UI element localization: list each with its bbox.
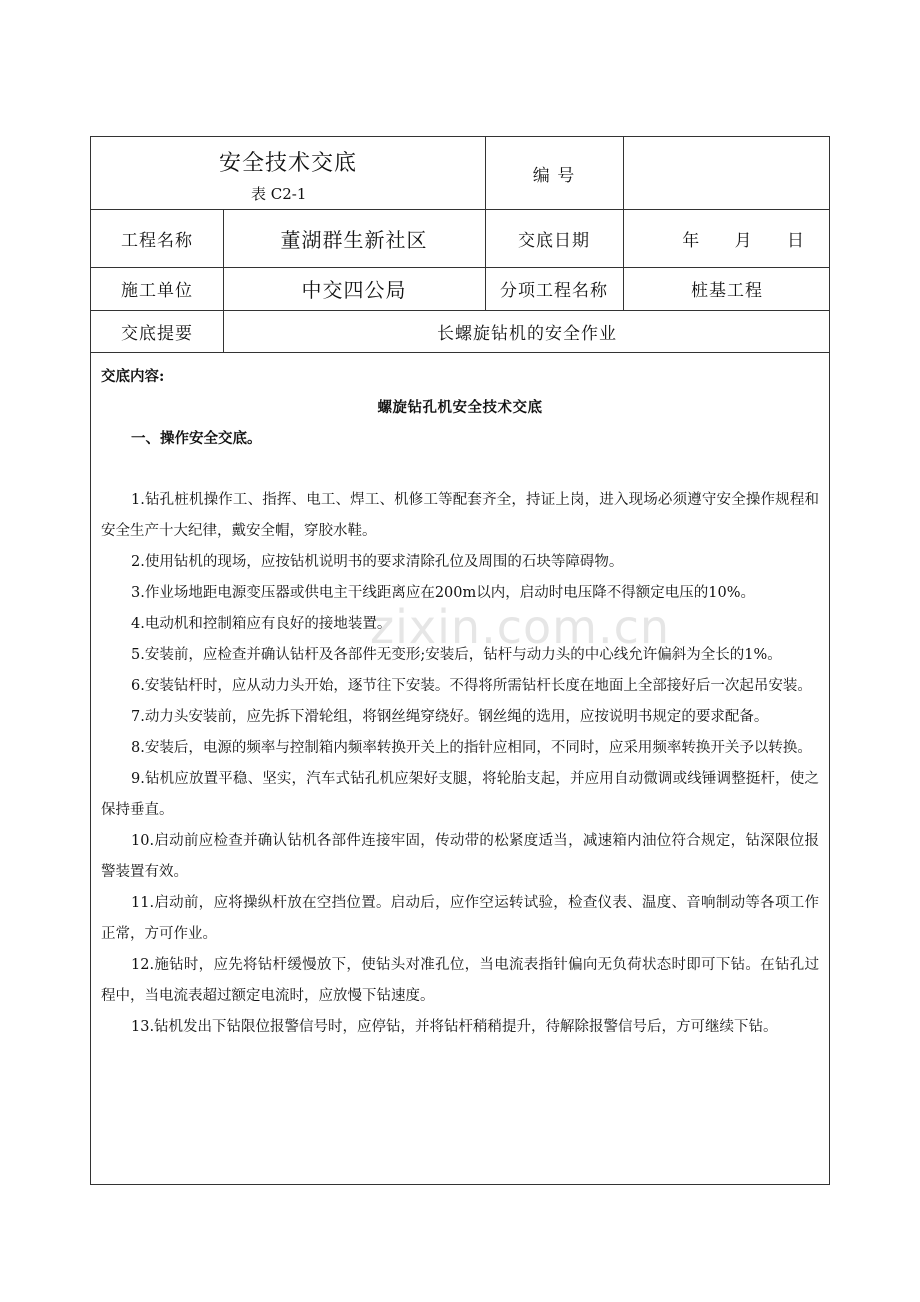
list-item: 10.启动前应检查并确认钻机各部件连接牢固，传动带的松紧度适当，减速箱内油位符合规定，钻深限位报警装置有效。 [101,833,819,880]
safety-disclosure-form [90,136,830,1185]
disclosure-content [91,353,829,1184]
list-item: 3.作业场地距电源变压器或供电主干线距离应在200m以内，启动时电压降不得额定电压的10%。 [131,585,755,601]
list-item: 11.启动前，应将操纵杆放在空挡位置。启动后，应作空运转试验，检查仪表、温度、音响制动等各项工作正常，方可作业。 [101,895,819,942]
list-item: 7.动力头安装前，应先拆下滑轮组，将钢丝绳穿绕好。钢丝绳的选用，应按说明书规定的要求配备。 [131,709,769,725]
date-label: 交底日期 [518,230,590,251]
list-item: 13.钻机发出下钻限位报警信号时，应停钻，并将钻杆稍稍提升，待解除报警信号后，方可继续下钻。 [131,1019,778,1035]
sub-project-value: 桩基工程 [691,281,763,301]
list-item: 12.施钻时，应先将钻杆缓慢放下，使钻头对准孔位，当电流表指针偏向无负荷状态时即可下钻。在钻孔过程中，当电流表超过额定电流时，应放慢下钻速度。 [101,957,819,1004]
document-title: 螺旋钻孔机安全技术交底 [377,399,543,416]
number-label: 编 号 [532,165,576,186]
form-code: 表 C2-1 [251,184,307,203]
number-value [623,137,831,209]
list-item: 2.使用钻机的现场，应按钻机说明书的要求清除孔位及周围的石块等障碍物。 [131,554,624,570]
sub-project-label: 分项工程名称 [500,281,608,301]
content-label: 交底内容: [101,368,165,385]
section-heading: 一、操作安全交底。 [131,430,262,447]
list-item: 4.电动机和控制箱应有良好的接地装置。 [131,616,392,632]
page-title: 安全技术交底 [218,150,357,176]
summary-value: 长螺旋钻机的安全作业 [437,323,617,344]
list-item: 6.安装钻杆时，应从动力头开始，逐节往下安装。不得将所需钻杆长度在地面上全部接好后一次起吊安装。 [131,678,812,694]
list-item: 1.钻孔桩机操作工、指挥、电工、焊工、机修工等配套齐全，持证上岗，进入现场必须遵守安全操作规程和安全生产十大纪律，戴安全帽，穿胶水鞋。 [101,492,819,539]
project-name-label: 工程名称 [121,230,193,251]
list-item: 5.安装前，应检查并确认钻杆及各部件无变形;安装后，钻杆与动力头的中心线允许偏斜为全长的1%。 [131,647,782,663]
project-name-value: 董湖群生新社区 [280,227,428,252]
list-item: 8.安装后，电源的频率与控制箱内频率转换开关上的指针应相同，不同时，应采用频率转换开关予以转换。 [131,740,812,756]
watermark: zixin.com.cn [370,600,671,654]
list-item: 9.钻机应放置平稳、坚实，汽车式钻孔机应架好支腿，将轮胎支起，并应用自动微调或线锤调整挺杆，使之保持垂直。 [101,771,819,818]
unit-value: 中交四公局 [301,278,407,302]
date-value: 年 月 日 [682,230,805,251]
unit-label: 施工单位 [121,281,193,301]
summary-label: 交底提要 [121,323,193,344]
